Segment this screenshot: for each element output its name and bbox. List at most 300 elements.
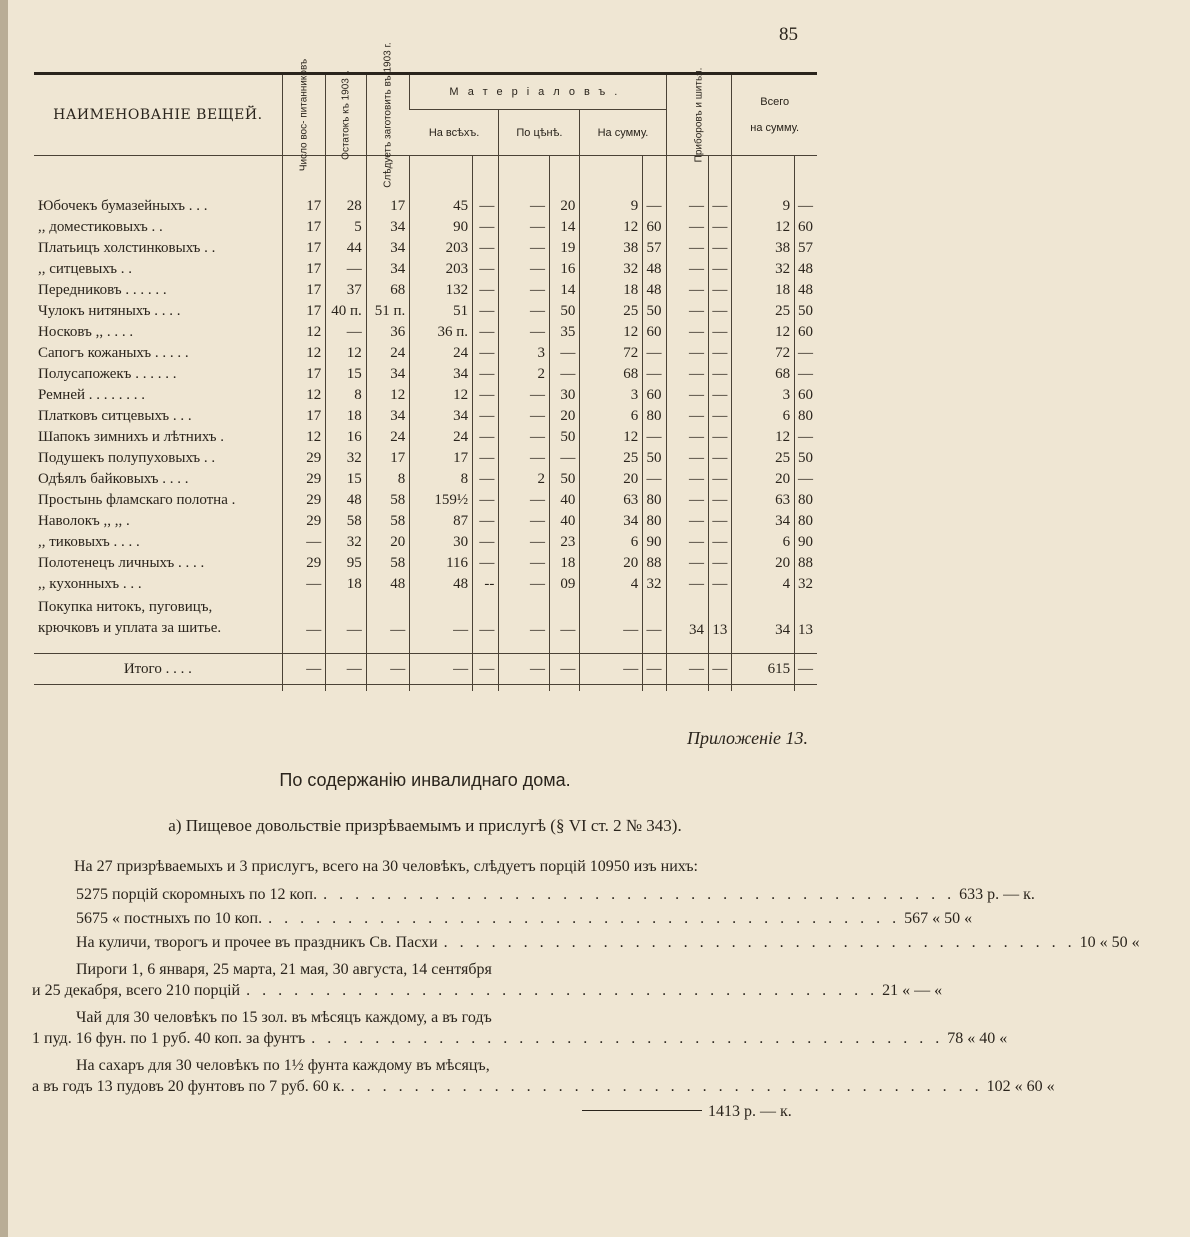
- table-cell: —: [666, 532, 709, 553]
- table-cell: 8: [326, 385, 367, 406]
- col-header-remainder: Остатокъ къ 1903 г.: [326, 74, 367, 156]
- table-cell: —: [550, 448, 580, 469]
- table-cell: —: [473, 511, 499, 532]
- table-cell: 57: [795, 238, 817, 259]
- table-cell: 29: [282, 511, 326, 532]
- table-cell: 34: [410, 364, 473, 385]
- table-cell: —: [499, 280, 550, 301]
- table-row: [34, 301, 817, 322]
- table-cell: —: [666, 654, 709, 685]
- table-cell: 12: [366, 385, 410, 406]
- table-row: [34, 553, 817, 574]
- table-cell: 12: [580, 217, 643, 238]
- table-cell: —: [709, 574, 732, 595]
- expense-text: 5275 порцій скоромныхъ по 12 коп.: [76, 886, 318, 903]
- table-cell: 3: [732, 385, 795, 406]
- table-cell: 88: [795, 553, 817, 574]
- table-cell: —: [473, 427, 499, 448]
- page-edge: [0, 0, 8, 1237]
- table-cell: —: [795, 654, 817, 685]
- subheading: а) Пищевое довольствіе призрѣваемымъ и прислугѣ (§ VI ст. 2 № 343).: [168, 816, 682, 835]
- item-name: ,, тиковыхъ . . . .: [38, 534, 140, 550]
- table-cell: 203: [410, 238, 473, 259]
- expense-item: [32, 934, 1140, 958]
- table-cell: 80: [795, 406, 817, 427]
- table-cell: —: [709, 322, 732, 343]
- table-cell: 40 п.: [326, 301, 367, 322]
- table-cell: —: [666, 406, 709, 427]
- table-cell: 58: [366, 511, 410, 532]
- table-cell: 32: [795, 574, 817, 595]
- table-cell: 60: [643, 385, 666, 406]
- table-cell: —: [643, 469, 666, 490]
- table-cell: —: [643, 654, 666, 685]
- table-cell: 60: [643, 217, 666, 238]
- item-name: Полусапожекъ . . . . . .: [38, 366, 177, 382]
- expense-list: [32, 886, 1140, 1102]
- table-cell: —: [709, 343, 732, 364]
- table-cell: —: [499, 654, 550, 685]
- table-cell: —: [282, 532, 326, 553]
- table-cell: 17: [282, 280, 326, 301]
- table-cell: 20: [366, 532, 410, 553]
- leader-dots: . . . . . . . . . . . . . . . . . . . . . . . . . . . . . . . . . . . . . . . .: [323, 886, 956, 903]
- table-cell: —: [666, 553, 709, 574]
- table-cell: 68: [580, 364, 643, 385]
- table-cell: —: [643, 427, 666, 448]
- expense-text: 1 пуд. 16 фун. по 1 руб. 40 коп. за фунтъ: [32, 1030, 306, 1047]
- table-cell: —: [666, 574, 709, 595]
- table-cell: 25: [580, 301, 643, 322]
- leader-dots: . . . . . . . . . . . . . . . . . . . . . . . . . . . . . . . . . . . . . . . .: [246, 982, 879, 999]
- table-cell: 15: [326, 469, 367, 490]
- table-cell: 20: [550, 196, 580, 217]
- table-cell: —: [366, 654, 410, 685]
- leader-dots: . . . . . . . . . . . . . . . . . . . . . . . . . . . . . . . . . . . . . . . .: [311, 1030, 944, 1047]
- table-cell: —: [709, 469, 732, 490]
- page-number: 85: [779, 24, 798, 45]
- table-cell: 34: [366, 259, 410, 280]
- col-header-total: Всего на сумму.: [732, 74, 817, 156]
- table-cell: 116: [410, 553, 473, 574]
- table-cell: —: [499, 238, 550, 259]
- table-cell: 24: [410, 343, 473, 364]
- expense-item: [32, 886, 1035, 910]
- table-cell: —: [709, 511, 732, 532]
- table-cell: —: [473, 301, 499, 322]
- expense-amount: 10 « 50 «: [1079, 934, 1140, 951]
- table-cell: 17: [282, 217, 326, 238]
- col-header-mat-price: По цѣнѣ.: [499, 110, 580, 156]
- table-cell: —: [795, 196, 817, 217]
- table-cell: 20: [732, 553, 795, 574]
- table-cell: —: [499, 301, 550, 322]
- table-cell: 6: [732, 532, 795, 553]
- table-cell: 51 п.: [366, 301, 410, 322]
- table-cell: 4: [580, 574, 643, 595]
- table-cell: 13: [709, 595, 732, 639]
- item-name: ,, ситцевыхъ . .: [38, 261, 133, 277]
- item-name: Одѣялъ байковыхъ . . . .: [38, 471, 189, 487]
- table-cell: —: [709, 385, 732, 406]
- table-cell: 60: [795, 322, 817, 343]
- table-row: [34, 532, 817, 553]
- table-cell: —: [643, 343, 666, 364]
- table-cell: 50: [643, 301, 666, 322]
- table-cell: —: [326, 654, 367, 685]
- table-cell: —: [709, 259, 732, 280]
- table-cell: —: [499, 595, 550, 639]
- table-cell: 32: [326, 532, 367, 553]
- table-total-row: [34, 654, 817, 685]
- table-cell: 20: [580, 553, 643, 574]
- table-cell: 159½: [410, 490, 473, 511]
- table-cell: 32: [580, 259, 643, 280]
- appendix-label: Приложеніе 13.: [686, 728, 808, 748]
- table-cell: 48: [643, 259, 666, 280]
- table-cell: —: [473, 322, 499, 343]
- expense-item: [32, 1078, 1055, 1102]
- table-cell: —: [473, 259, 499, 280]
- table-cell: —: [282, 574, 326, 595]
- inventory-table: [34, 42, 817, 691]
- table-cell: —: [326, 322, 367, 343]
- table-row: [34, 217, 817, 238]
- table-cell: 18: [326, 406, 367, 427]
- table-cell: 25: [732, 301, 795, 322]
- table-cell: —: [643, 364, 666, 385]
- table-cell: 13: [795, 595, 817, 639]
- table-row: [34, 364, 817, 385]
- table-cell: 17: [282, 406, 326, 427]
- expense-text: а въ годъ 13 пудовъ 20 фунтовъ по 7 руб. 60 к.: [32, 1078, 345, 1095]
- table-cell: 8: [410, 469, 473, 490]
- table-cell: 48: [410, 574, 473, 595]
- table-cell: 17: [366, 448, 410, 469]
- table-cell: —: [643, 595, 666, 639]
- table-cell: 17: [282, 238, 326, 259]
- table-cell: —: [550, 654, 580, 685]
- table-cell: 95: [326, 553, 367, 574]
- expense-line: На сахаръ для 30 человѣкъ по 1½ фунта каждому въ мѣсяцъ,: [76, 1057, 490, 1074]
- table-cell: —: [499, 553, 550, 574]
- table-cell: 6: [580, 406, 643, 427]
- table-cell: 29: [282, 490, 326, 511]
- expense-line: Пироги 1, 6 января, 25 марта, 21 мая, 30 августа, 14 сентября: [76, 961, 492, 978]
- table-cell: 60: [643, 322, 666, 343]
- table-cell: 3: [580, 385, 643, 406]
- table-cell: —: [473, 343, 499, 364]
- table-cell: —: [499, 322, 550, 343]
- table-cell: 50: [643, 448, 666, 469]
- table-cell: 36 п.: [410, 322, 473, 343]
- table-cell: —: [473, 280, 499, 301]
- table-cell: 20: [580, 469, 643, 490]
- table-cell: 132: [410, 280, 473, 301]
- table-cell: —: [709, 301, 732, 322]
- table-cell: 37: [326, 280, 367, 301]
- table-cell: 2: [499, 364, 550, 385]
- table-cell: 4: [732, 574, 795, 595]
- table-cell: —: [499, 259, 550, 280]
- table-cell: —: [550, 595, 580, 639]
- total-label: Итого . . . .: [34, 654, 282, 685]
- table-cell: 80: [643, 511, 666, 532]
- table-cell: 34: [580, 511, 643, 532]
- table-tail: [34, 685, 817, 692]
- table-cell: —: [666, 490, 709, 511]
- table-cell: 20: [732, 469, 795, 490]
- table-row: [34, 490, 817, 511]
- table-cell: 203: [410, 259, 473, 280]
- leader-dots: . . . . . . . . . . . . . . . . . . . . . . . . . . . . . . . . . . . . . . . .: [268, 910, 901, 927]
- expense-line: Чай для 30 человѣкъ по 15 зол. въ мѣсяцъ каждому, а въ годъ: [76, 1009, 492, 1026]
- table-cell: 18: [580, 280, 643, 301]
- table-cell: 25: [732, 448, 795, 469]
- table-cell: —: [282, 654, 326, 685]
- leader-dots: . . . . . . . . . . . . . . . . . . . . . . . . . . . . . . . . . . . . . . . .: [443, 934, 1076, 951]
- expense-text: 5675 « постныхъ по 10 коп.: [76, 910, 263, 927]
- table-row: [34, 469, 817, 490]
- expense-text: и 25 декабря, всего 210 порцій: [32, 982, 241, 999]
- table-cell: 34: [732, 511, 795, 532]
- item-name: Сапогъ кожаныхъ . . . . .: [38, 345, 189, 361]
- table-cell: 12: [732, 217, 795, 238]
- table-row: [34, 427, 817, 448]
- table-cell: 60: [795, 217, 817, 238]
- table-cell: —: [473, 469, 499, 490]
- table-row: [34, 574, 817, 595]
- table-cell: 80: [643, 406, 666, 427]
- table-cell: 8: [366, 469, 410, 490]
- table-cell: 2: [499, 469, 550, 490]
- table-cell: 32: [326, 448, 367, 469]
- table-cell: —: [473, 595, 499, 639]
- table-cell: —: [410, 654, 473, 685]
- table-cell: —: [666, 343, 709, 364]
- table-cell: 34: [366, 217, 410, 238]
- table-cell: 17: [282, 259, 326, 280]
- table-cell: —: [499, 511, 550, 532]
- table-cell: 34: [732, 595, 795, 639]
- table-cell: 34: [366, 406, 410, 427]
- table-cell: —: [366, 595, 410, 639]
- table-cell: 32: [643, 574, 666, 595]
- table-cell: —: [643, 196, 666, 217]
- table-row: [34, 322, 817, 343]
- table-cell: 12: [282, 385, 326, 406]
- table-cell: 12: [580, 427, 643, 448]
- expense-text: На куличи, творогъ и прочее въ праздникъ Св. Пасхи: [76, 934, 438, 951]
- table-cell: —: [666, 364, 709, 385]
- table-cell: 60: [795, 385, 817, 406]
- table-cell: 17: [282, 364, 326, 385]
- table-cell: —: [666, 196, 709, 217]
- col-header-pupils: Число вос- питанниковъ: [282, 74, 326, 156]
- table-cell: 50: [550, 469, 580, 490]
- item-name: Ремней . . . . . . . .: [38, 387, 146, 403]
- table-cell: 16: [326, 427, 367, 448]
- col-header-materials: Матеріаловъ.: [410, 74, 666, 110]
- table-cell: —: [795, 364, 817, 385]
- intro-text: На 27 призрѣваемыхъ и 3 прислугъ, всего на 30 человѣкъ, слѣдуетъ порцій 10950 изъ нихъ:: [74, 858, 698, 875]
- expense-amount: 78 « 40 «: [947, 1030, 1008, 1047]
- table-cell: —: [326, 259, 367, 280]
- table-cell: 72: [732, 343, 795, 364]
- table-cell: 6: [732, 406, 795, 427]
- table-row: [34, 196, 817, 217]
- table-cell: 24: [366, 343, 410, 364]
- table-cell: —: [709, 654, 732, 685]
- item-name: Юбочекъ бумазейныхъ . . .: [38, 198, 208, 214]
- table-cell: —: [282, 595, 326, 639]
- table-row: [34, 280, 817, 301]
- table-cell: —: [473, 490, 499, 511]
- item-name: Платковъ ситцевыхъ . . .: [38, 408, 192, 424]
- table-cell: 90: [795, 532, 817, 553]
- table-cell: 51: [410, 301, 473, 322]
- col-header-mat-sum: На сумму.: [580, 110, 666, 156]
- table-cell: —: [473, 654, 499, 685]
- expense-amount: 102 « 60 «: [986, 1078, 1055, 1095]
- table-cell: 5: [326, 217, 367, 238]
- table-cell: —: [499, 406, 550, 427]
- table-cell: —: [550, 364, 580, 385]
- total-rule: [582, 1110, 702, 1111]
- table-cell: —: [580, 595, 643, 639]
- table-cell: 80: [795, 490, 817, 511]
- table-cell: —: [473, 385, 499, 406]
- table-cell: 20: [550, 406, 580, 427]
- table-cell: —: [709, 532, 732, 553]
- table-cell: 9: [580, 196, 643, 217]
- table-cell: 58: [366, 553, 410, 574]
- table-cell: —: [666, 427, 709, 448]
- table-cell: 29: [282, 448, 326, 469]
- table-cell: 90: [643, 532, 666, 553]
- col-header-instruments: Приборовъ и шитья.: [666, 74, 732, 156]
- table-cell: 18: [550, 553, 580, 574]
- table-cell: 48: [643, 280, 666, 301]
- table-cell: —: [666, 322, 709, 343]
- table-cell: —: [499, 217, 550, 238]
- expense-amount: 633 р. — к.: [959, 886, 1035, 903]
- item-name: ,, кухонныхъ . . .: [38, 576, 142, 592]
- table-cell: 24: [366, 427, 410, 448]
- table-cell: —: [499, 196, 550, 217]
- table-cell: —: [499, 427, 550, 448]
- table-cell: 12: [282, 343, 326, 364]
- table-cell: —: [499, 532, 550, 553]
- table-cell: 30: [410, 532, 473, 553]
- table-cell: 9: [732, 196, 795, 217]
- table-cell: 09: [550, 574, 580, 595]
- table-cell: 44: [326, 238, 367, 259]
- table-cell: 48: [795, 259, 817, 280]
- table-cell: 12: [410, 385, 473, 406]
- table-cell: 12: [282, 322, 326, 343]
- expense-amount: 567 « 50 «: [904, 910, 973, 927]
- table-cell: —: [709, 196, 732, 217]
- table-cell: 50: [795, 301, 817, 322]
- table-cell: 14: [550, 280, 580, 301]
- table-cell: 68: [732, 364, 795, 385]
- item-name-line: крючковъ и уплата за шитье.: [38, 620, 222, 636]
- table-cell: 17: [282, 301, 326, 322]
- table-cell: 68: [366, 280, 410, 301]
- table-cell: 34: [410, 406, 473, 427]
- table-cell: —: [499, 385, 550, 406]
- item-name: Платьицъ холстинковыхъ . .: [38, 240, 216, 256]
- table-cell: —: [666, 280, 709, 301]
- table-cell: 88: [643, 553, 666, 574]
- table-cell: —: [473, 553, 499, 574]
- table-cell: —: [709, 406, 732, 427]
- table-row: [34, 406, 817, 427]
- table-row: [34, 238, 817, 259]
- table-cell: 25: [580, 448, 643, 469]
- table-cell: 615: [732, 654, 795, 685]
- table-row: [34, 259, 817, 280]
- table-cell: 16: [550, 259, 580, 280]
- table-cell: 38: [580, 238, 643, 259]
- col-header-mat-all: На всѣхъ.: [410, 110, 499, 156]
- table-cell: 17: [410, 448, 473, 469]
- table-separator: [34, 639, 817, 654]
- table-cell: 87: [410, 511, 473, 532]
- table-cell: —: [666, 217, 709, 238]
- table-cell: —: [666, 301, 709, 322]
- leader-dots: . . . . . . . . . . . . . . . . . . . . . . . . . . . . . . . . . . . . . . . .: [350, 1078, 983, 1095]
- table-cell: 18: [326, 574, 367, 595]
- expense-item: [32, 1030, 1008, 1054]
- table-cell: 30: [550, 385, 580, 406]
- item-name: Шапокъ зимнихъ и лѣтнихъ .: [38, 429, 225, 445]
- table-cell: 48: [326, 490, 367, 511]
- section-heading: По содержанію инвалиднаго дома.: [279, 770, 571, 790]
- table-cell: 23: [550, 532, 580, 553]
- table-cell: 19: [550, 238, 580, 259]
- table-cell: —: [666, 385, 709, 406]
- table-cell: 18: [732, 280, 795, 301]
- table-cell: 28: [326, 196, 367, 217]
- table-cell: —: [666, 259, 709, 280]
- table-cell: 12: [580, 322, 643, 343]
- table-cell: 50: [550, 301, 580, 322]
- table-cell: 80: [643, 490, 666, 511]
- table-cell: 35: [550, 322, 580, 343]
- table-cell: —: [709, 364, 732, 385]
- table-cell: 63: [580, 490, 643, 511]
- expense-item: [32, 982, 943, 1006]
- item-name: Носковъ ,, . . . .: [38, 324, 134, 340]
- table-cell: —: [666, 469, 709, 490]
- table-cell: 58: [326, 511, 367, 532]
- table-cell: 80: [795, 511, 817, 532]
- table-cell: 50: [550, 427, 580, 448]
- table-cell: —: [499, 448, 550, 469]
- table-cell: —: [709, 238, 732, 259]
- table-cell: —: [326, 595, 367, 639]
- table-cell: —: [473, 406, 499, 427]
- table-cell: 40: [550, 490, 580, 511]
- col-header-to-make: Слѣдуетъ заготовить въ 1903 г.: [366, 74, 410, 156]
- item-name: Наволокъ ,, ,, .: [38, 513, 130, 529]
- table-cell: 17: [366, 196, 410, 217]
- table-cell: —: [473, 238, 499, 259]
- table-cell: 12: [732, 322, 795, 343]
- table-cell: 48: [366, 574, 410, 595]
